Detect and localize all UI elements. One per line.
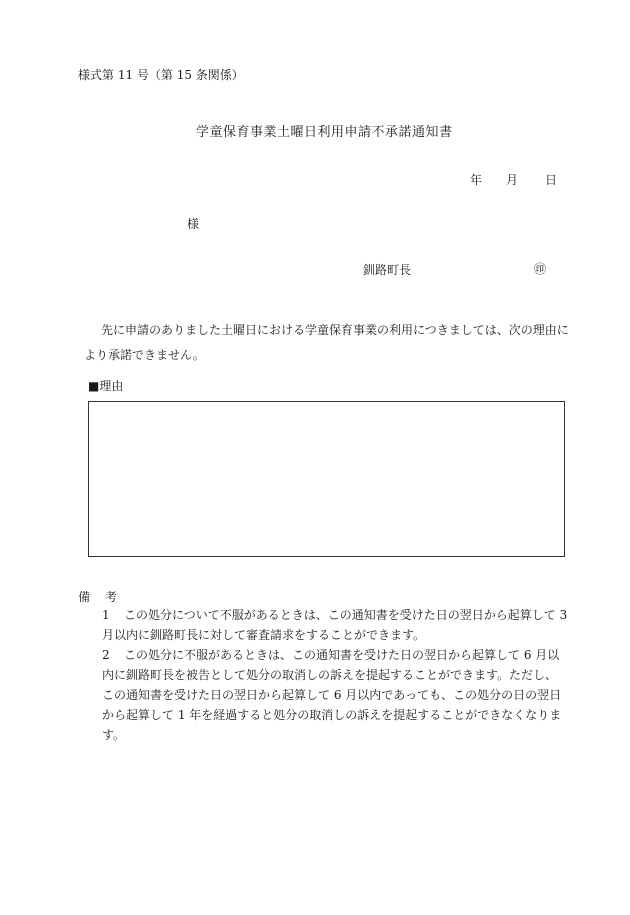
- reason-box[interactable]: [88, 401, 565, 557]
- reason-label: ■理由: [88, 379, 124, 393]
- addressee-suffix: 様: [187, 217, 200, 231]
- notes-heading-right: 考: [105, 590, 118, 604]
- note-text: この処分について不服があるときは、この通知書を受けた日の翌日から起算して 3 月以内に釧路町長に対して審査請求をすることができます。: [102, 608, 568, 642]
- document-title: 学童保育事業土曜日利用申請不承諾通知書: [196, 125, 453, 140]
- body-text: 先に申請のありました土曜日における学童保育事業の利用につきましては、次の理由により承諾できません。: [84, 323, 569, 362]
- date-year-label: 年: [470, 173, 483, 187]
- seal-mark: ㊞: [534, 262, 547, 276]
- note-item: [90, 645, 568, 745]
- date-day-label: 日: [545, 173, 558, 187]
- note-item: [90, 605, 568, 645]
- notes-heading-left: 備: [78, 590, 91, 604]
- date-line: [470, 174, 557, 186]
- issuer-name: 釧路町長: [363, 263, 412, 277]
- note-number: 2: [102, 648, 110, 662]
- note-text: この処分に不服があるときは、この通知書を受けた日の翌日から起算して 6 月以内に釧路町長を被告として処分の取消しの訴えを提起することができます。ただし、この通知書を受けた日の翌日から起算して 6 月以内であっても、この処分の日の翌日から起算して 1 年を経過すると処分の取消しの訴えを提起することができなくなります。: [102, 648, 562, 742]
- note-number: 1: [102, 608, 110, 622]
- date-month-label: 月: [506, 173, 519, 187]
- notes-heading: [78, 591, 117, 603]
- form-number: 様式第 11 号（第 15 条関係）: [78, 68, 244, 82]
